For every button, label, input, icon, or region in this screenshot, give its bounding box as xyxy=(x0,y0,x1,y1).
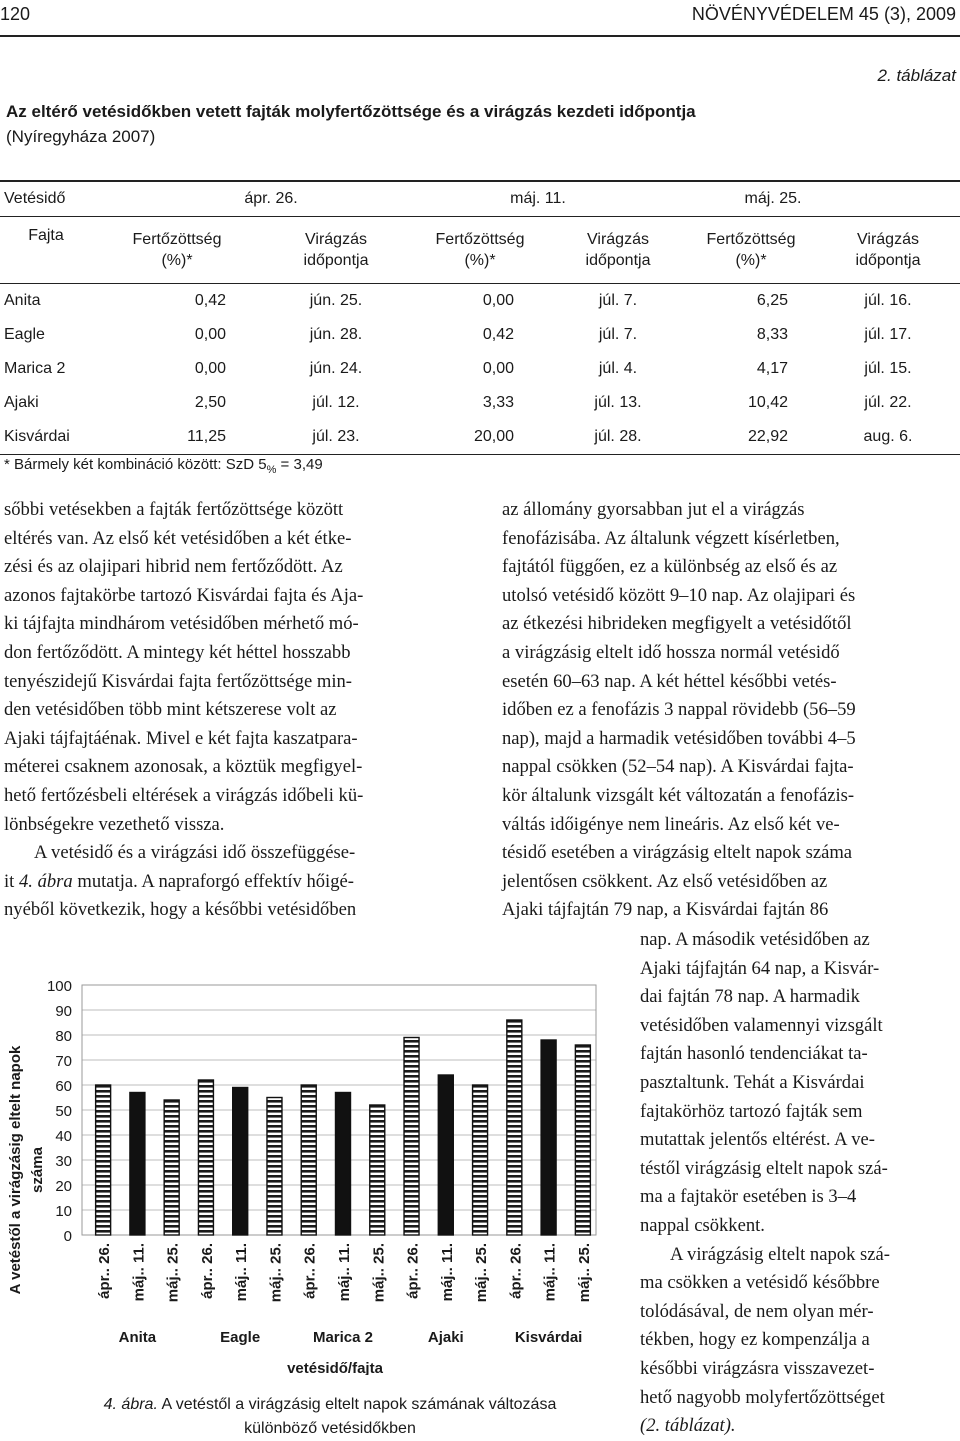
y-axis-label-line2: száma xyxy=(29,1147,46,1193)
bar xyxy=(164,1100,179,1235)
bar xyxy=(473,1085,488,1235)
bar xyxy=(541,1040,556,1235)
col-vir-2: Virágzás időpontja xyxy=(550,217,686,284)
x-tick-label: máj.. 25. xyxy=(473,1243,491,1303)
bar xyxy=(96,1085,111,1235)
x-tick-label: máj.. 11. xyxy=(130,1243,148,1302)
y-tick-label: 30 xyxy=(55,1153,72,1170)
bar xyxy=(507,1020,522,1235)
x-tick-label: ápr.. 26. xyxy=(96,1243,114,1299)
x-tick-label: máj.. 11. xyxy=(438,1243,456,1302)
x-tick-label: máj.. 25. xyxy=(267,1243,285,1303)
x-tick-label: ápr.. 26. xyxy=(301,1243,319,1299)
table-row: Kisvárdai 11,25 júl. 23. 20,00 júl. 28. 22,92 aug. 6. xyxy=(0,420,960,455)
y-tick-label: 20 xyxy=(55,1178,72,1195)
y-tick-label: 70 xyxy=(55,1053,72,1070)
bar xyxy=(130,1093,145,1236)
journal-header: NÖVÉNYVÉDELEM 45 (3), 2009 xyxy=(691,4,956,24)
table-row: Marica 2 0,00 jún. 24. 0,00 júl. 4. 4,17 júl. 15. xyxy=(4,360,912,377)
table-row: Eagle 0,00 jún. 28. 0,42 júl. 7. 8,33 júl. 17. xyxy=(4,326,912,343)
table-row: Ajaki 2,50 júl. 12. 3,33 júl. 13. 10,42 júl. 22. xyxy=(4,394,912,411)
x-tick-label: máj.. 25. xyxy=(164,1243,182,1303)
vetesido-1: ápr. 26. xyxy=(92,181,410,217)
bar xyxy=(438,1075,453,1235)
x-tick-label: máj.. 25. xyxy=(370,1243,388,1303)
right-column-text-narrow: nap. A második vetésidőben az Ajaki tájfajtán 64 nap, a Kisvár- dai fajtán 78 nap. A harmadik vetésidőben valamennyi vizsgált fajtán hasonló tendenciákat ta- pasztaltunk. Tehát a Kisvárdai fajtakörhöz tartozó fajták sem mutattak jelentős eltérést. A ve- téstől virágzásig eltelt napok szá- ma a fajtakör esetében is 3–4 nappal csökkent. A virágzásig eltelt napok szá- ma csökken a vetésidő későbbre tolódásával, de nem olyan mér- tékben, hogy ez kompenzálja a későbbi virágzásra visszavezet- hető nagyobb molyfertőzöttséget (2. táblázat). xyxy=(640,929,890,1437)
figure-caption-text: A vetéstől a virágzásig eltelt napok számának változása xyxy=(157,1396,557,1413)
col-fert-1: Fertőzöttség (%)* xyxy=(92,217,262,284)
group-label: Marica 2 xyxy=(312,1329,374,1346)
y-tick-label: 90 xyxy=(55,1003,72,1020)
y-tick-label: 60 xyxy=(55,1078,72,1095)
y-tick-label: 80 xyxy=(55,1028,72,1045)
table-row-vetesido xyxy=(0,181,960,217)
x-tick-label: ápr.. 26. xyxy=(507,1243,525,1299)
col-vir-1: Virágzás időpontja xyxy=(262,217,410,284)
group-label: Kisvárdai xyxy=(514,1329,583,1346)
figure-caption-line2: különböző vetésidőkben xyxy=(244,1420,416,1437)
bar xyxy=(336,1093,351,1236)
figure-label: 4. ábra. xyxy=(103,1396,158,1413)
table-title xyxy=(6,99,696,149)
col-fajta: Fajta xyxy=(0,217,92,284)
col-fert-3: Fertőzöttség (%)* xyxy=(686,217,816,284)
x-tick-label: ápr.. 26. xyxy=(198,1243,216,1299)
vetesido-label: Vetésidő xyxy=(0,181,92,217)
bar xyxy=(301,1085,316,1235)
col-fert-2: Fertőzöttség (%)* xyxy=(410,217,550,284)
bar xyxy=(370,1105,385,1235)
y-tick-label: 0 xyxy=(63,1228,72,1245)
table-title-line2: (Nyíregyháza 2007) xyxy=(6,127,156,146)
x-tick-label: máj.. 11. xyxy=(541,1243,559,1302)
x-tick-label: máj.. 11. xyxy=(233,1243,251,1302)
vetesido-3: máj. 25. xyxy=(686,181,960,217)
col-vir-3: Virágzás időpontja xyxy=(816,217,960,284)
x-axis-label: vetésidő/fajta xyxy=(287,1360,383,1375)
x-tick-label: máj.. 11. xyxy=(336,1243,353,1302)
bar xyxy=(198,1080,213,1235)
bar-chart xyxy=(0,955,600,1375)
group-label: Eagle xyxy=(220,1329,261,1346)
y-tick-label: 10 xyxy=(55,1203,72,1220)
y-tick-label: 40 xyxy=(55,1128,72,1145)
y-tick-label: 100 xyxy=(46,978,72,995)
bar xyxy=(575,1045,590,1235)
bar xyxy=(404,1038,419,1236)
y-tick-label: 50 xyxy=(55,1103,72,1120)
bar xyxy=(233,1088,248,1236)
table-header-row xyxy=(0,217,960,284)
y-axis-label: A vetéstől a virágzásig eltelt napok xyxy=(7,1045,24,1295)
header-rule xyxy=(0,35,960,37)
left-column-text: sőbbi vetésekben a fajták fertőzöttsége között eltérés van. Az első két vetésidőben a két étke- zési és az olajipari hibrid nem fertőződött. Az azonos fajtakörbe tartozó Kisvárdai fajta és Aja- ki tájfajta mindhárom vetésidőben mérhető mó- don fertőződött. A mintegy két héttel hosszabb tenyészidejű Kisvárdai fajta fertőzöttsége min- den vetésidőben több mint kétszerese volt az Ajaki tájfajtáénak. Mivel e két fajta kaszatpara- méterei csaknem azonosak, a köztük megfigyel- hető fertőzésbeli eltérések a virágzás időbeli kü- lönbségekre vezethető vissza. A vetésidő és a virágzási idő összefüggése- it 4. ábra mutatja. A napraforgó effektív hőigé- nyéből következik, hogy a későbbi vetésidőben xyxy=(4,499,364,921)
right-column-text: az állomány gyorsabban jut el a virágzás fenofázisába. Az általunk végzett kísérletben, fajtától függően, ez a különbség az első és az utolsó vetésidő között 9–10 nap. Az olajipari és az étkezési hibrideken megfigyelt a vetésidőtől a virágzásig eltelt idő hossza normál vetésidő esetén 60–63 nap. A két héttel későbbi vetés- időben ez a fenofázis 3 nappal rövidebb (56–59 nap), majd a harmadik vetésidőben további 4–5 nappal csökken (52–54 nap). A Kisvárdai fajta- kör általunk vizsgált két változatán a fenofázis- váltás időigénye nem lineáris. Az első két ve- tésidő esetében a virágzásig eltelt napok száma jelentősen csökkent. Az első vetésidőben az Ajaki tájfajtán 79 nap, a Kisvárdai fajtán 86 xyxy=(502,499,856,921)
table-footnote: * Bármely két kombináció között: SzD $5_{\%} = 3,49$ xyxy=(4,456,323,476)
group-label: Ajaki xyxy=(427,1329,464,1346)
table-label: 2. táblázat xyxy=(877,66,956,85)
table-title-line1: Az eltérő vetésidőkben vetett fajták molyfertőzöttsége és a virágzás kezdeti időpontja xyxy=(6,102,696,121)
page-number: 120 xyxy=(0,4,31,24)
group-label: Anita xyxy=(118,1329,157,1346)
bar xyxy=(267,1098,282,1236)
table-row: Anita 0,42 jún. 25. 0,00 júl. 7. 6,25 júl. 16. xyxy=(4,292,912,309)
data-table xyxy=(0,180,960,455)
vetesido-2: máj. 11. xyxy=(410,181,686,217)
x-tick-label: máj.. 25. xyxy=(575,1243,593,1303)
x-tick-label: ápr.. 26. xyxy=(404,1243,422,1299)
